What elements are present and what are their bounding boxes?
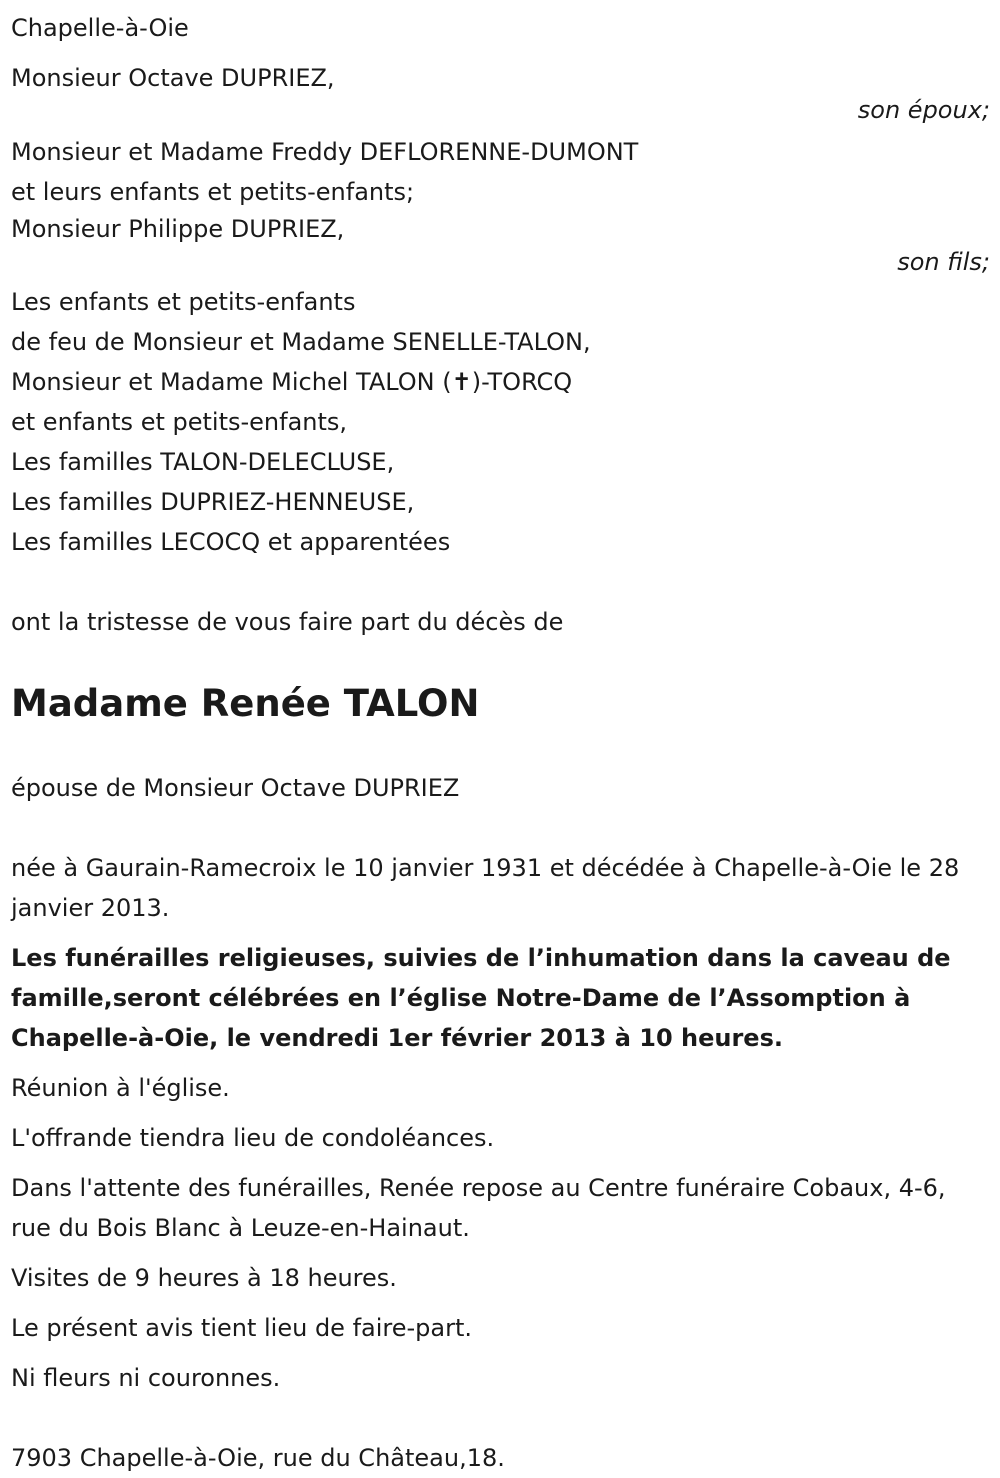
funeral-details: Les funérailles religieuses, suivies de l’inhumation dans la caveau de famille,seront célébrées en l’église Notre-Dame de l’Assomption à Chapelle-à-Oie, le vendredi 1er février 2013 à 10 heures.	[11, 944, 951, 1052]
children-line-2: et leurs enfants et petits-enfants;	[11, 178, 415, 206]
birth-death-dates: née à Gaurain-Ramecroix le 10 janvier 1931 et décédée à Chapelle-à-Oie le 28 janvier 2013.	[11, 854, 960, 922]
spouse-relation: son époux;	[857, 96, 990, 124]
flowers-note: Ni fleurs ni couronnes.	[11, 1364, 281, 1392]
children-relation: son fils;	[897, 248, 990, 276]
offering-note: L'offrande tiendra lieu de condoléances.	[11, 1124, 495, 1152]
relative-line: Les familles DUPRIEZ-HENNEUSE,	[11, 488, 415, 516]
notice-note: Le présent avis tient lieu de faire-part.	[11, 1314, 473, 1342]
relative-line: de feu de Monsieur et Madame SENELLE-TALON,	[11, 328, 591, 356]
visiting-hours: Visites de 9 heures à 18 heures.	[11, 1264, 397, 1292]
meeting-place: Réunion à l'église.	[11, 1074, 230, 1102]
relative-line: et enfants et petits-enfants,	[11, 408, 348, 436]
deceased-name: Madame Renée TALON	[11, 682, 480, 725]
relative-line: Les enfants et petits-enfants	[11, 288, 356, 316]
spouse-name: Monsieur Octave DUPRIEZ,	[11, 64, 335, 92]
footer-address: 7903 Chapelle-à-Oie, rue du Château,18.	[11, 1444, 505, 1472]
relative-line: Monsieur et Madame Michel TALON (✝)-TORCQ	[11, 368, 573, 396]
announcement-intro: ont la tristesse de vous faire part du décès de	[11, 608, 564, 636]
spouse-of: épouse de Monsieur Octave DUPRIEZ	[11, 774, 460, 802]
relative-line: Les familles TALON-DELECLUSE,	[11, 448, 395, 476]
rest-place: Dans l'attente des funérailles, Renée repose au Centre funéraire Cobaux, 4-6, rue du Bois Blanc à Leuze-en-Hainaut.	[11, 1174, 946, 1242]
header-location: Chapelle-à-Oie	[11, 14, 189, 42]
children-line-1: Monsieur et Madame Freddy DEFLORENNE-DUMONT	[11, 138, 639, 166]
relative-line: Les familles LECOCQ et apparentées	[11, 528, 451, 556]
children-line-3: Monsieur Philippe DUPRIEZ,	[11, 215, 345, 243]
